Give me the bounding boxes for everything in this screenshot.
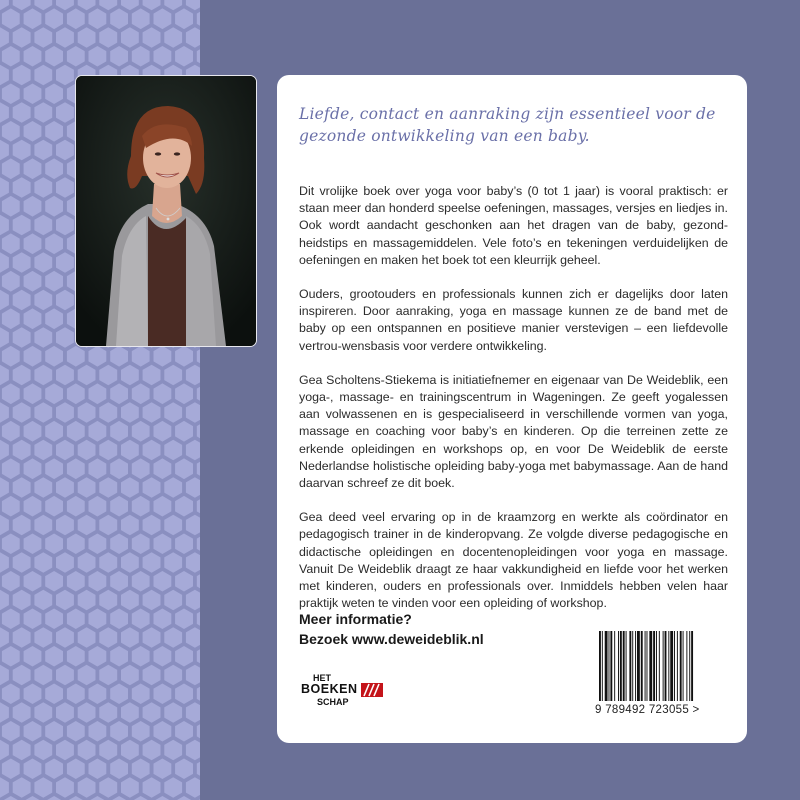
- description-text: [299, 183, 728, 629]
- more-info-website: Bezoek www.deweideblik.nl: [299, 631, 484, 647]
- isbn-barcode-icon: [595, 631, 727, 703]
- logo-boeken-text: BOEKEN: [301, 682, 358, 696]
- paragraph: Dit vrolijke boek over yoga voor baby’s (0 tot 1 jaar) is vooral praktisch: er staan meer dan honderd speelse oefeningen, massages, versjes en liedjes in. Ook wordt aandacht geschonken aan het dragen van de baby, gezond-heidstips en massagemiddelen. Vele foto’s en tekeningen verduidelijken de oefeningen en maken het boek tot een kleurrijk geheel.: [299, 184, 728, 267]
- barcode-digits: 9 789492 723055 >: [595, 704, 700, 716]
- logo-schap-text: SCHAP: [317, 697, 349, 707]
- publisher-logo: [299, 673, 389, 711]
- more-info-heading: Meer informatie?: [299, 611, 412, 627]
- logo-het-text: HET: [313, 673, 331, 683]
- intro-quote: Liefde, contact en aanraking zijn essentieel voor de gezonde ontwikkeling van een baby.: [299, 105, 716, 145]
- paragraph: Ouders, grootouders en professionals kunnen zich er dagelijks door laten inspireren. Door aanraking, yoga en massage kunnen ze de band met de baby op een ontspannen en positieve manier verstevigen – een liefdevolle vertrou-wensbasis voor verdere ontwikkeling.: [299, 287, 728, 353]
- boekenschap-logo-icon: [361, 683, 383, 697]
- paragraph: Gea deed veel ervaring op in de kraamzorg en werkte als coördinator en pedagogisch trainer in de kinderopvang. Ze volgde diverse pedagogische en didactische opleidingen en docentenopleidingen voor yoga en massage. Vanuit De Weideblik draagt ze haar vakkundigheid en liefde voor het werken met kinderen, ouders en professionals over. Inmiddels hebben velen haar praktijk weten te vinden voor een opleiding of workshop.: [299, 510, 728, 611]
- author-photo: [75, 75, 257, 347]
- portrait-photo-icon: [76, 76, 256, 346]
- back-cover-panel: [277, 75, 747, 743]
- more-info: [299, 609, 579, 649]
- paragraph: Gea Scholtens-Stiekema is initiatiefnemer en eigenaar van De Weideblik, een yoga-, massage- en trainingscentrum in Wageningen. Ze geeft yogalessen aan volwassenen en is gespecialiseerd in verschillende vormen van yoga, massage en coaching voor baby’s en kinderen. Op die terreinen zette ze erkende opleidingen en workshops op, en voor De Weideblik de eerste Nederlandse holistische opleiding baby-yoga met babymassage. Aan de hand daarvan schreef ze dit boek.: [299, 372, 728, 491]
- isbn-barcode: [595, 631, 727, 721]
